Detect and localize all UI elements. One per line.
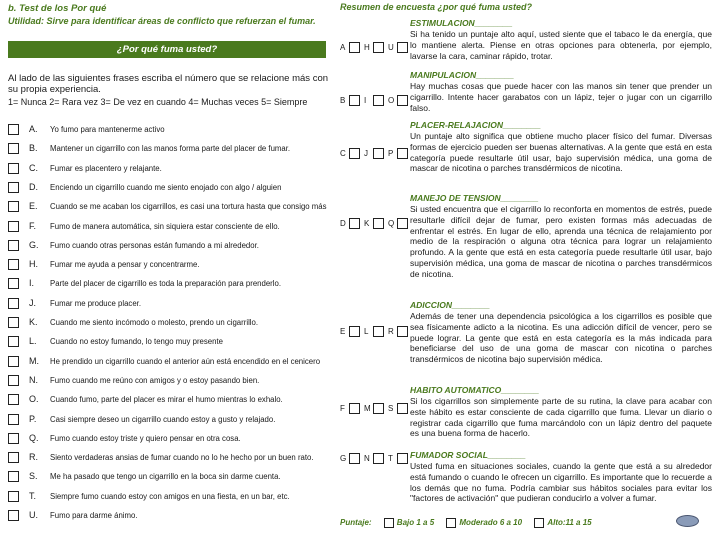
answer-box[interactable] <box>8 471 19 482</box>
question-letter: T. <box>29 490 37 501</box>
question-letter: C. <box>29 162 38 173</box>
score-box[interactable] <box>397 148 408 159</box>
question-letter: P. <box>29 413 37 424</box>
question-row <box>8 375 330 388</box>
section-banner: ¿Por qué fuma usted? <box>8 41 326 58</box>
section-description: Además de tener una dependencia psicológica a los cigarrillos es posible que sea físicamente adicto a la nicotina. Es una adicción difícil de vencer, pero se puede lograr. La gente que está en esta categoría es la más indicada para beneficiarse del uso de una goma de mascar con nicotina o parches transdérmicos de nicotina bajo supervisión médica. <box>410 311 712 365</box>
score-box[interactable] <box>397 95 408 106</box>
answer-box[interactable] <box>8 414 19 425</box>
score-box[interactable] <box>349 148 360 159</box>
answer-box[interactable] <box>8 336 19 347</box>
answer-box[interactable] <box>8 201 19 212</box>
section-title: MANIPULACION________ <box>410 70 514 80</box>
score-letter: C <box>340 149 346 158</box>
section-title: HABITO AUTOMATICO________ <box>410 385 540 395</box>
section-title: ADICCION________ <box>410 300 490 310</box>
score-legend <box>340 518 592 528</box>
letter-score-group <box>340 148 412 160</box>
answer-box[interactable] <box>8 143 19 154</box>
question-row <box>8 278 330 291</box>
section-title: MANEJO DE TENSION________ <box>410 193 539 203</box>
question-letter: K. <box>29 317 38 327</box>
section-description: Si ha tenido un puntaje alto aquí, usted siente que el tabaco le da energía, que lo mantiene alerta. Piense en otras opciones para obtenerla, por ejemplo, lavarse la cara, caminar rápido, trotar. <box>410 29 712 61</box>
score-letter: T <box>388 454 393 463</box>
question-letter: A. <box>29 124 38 134</box>
question-row <box>8 221 330 234</box>
question-letter: Q. <box>29 432 39 443</box>
score-letter: I <box>364 96 367 105</box>
score-letter: S <box>388 404 394 413</box>
letter-score-group <box>340 326 412 338</box>
score-box[interactable] <box>373 218 384 229</box>
question-row <box>8 452 330 465</box>
question-letter: H. <box>29 259 38 270</box>
score-letter: K <box>364 219 370 228</box>
section-title: PLACER-RELAJACION________ <box>410 120 541 130</box>
question-row <box>8 356 330 369</box>
score-letter: A <box>340 43 346 52</box>
score-box[interactable] <box>397 326 408 337</box>
question-letter: L. <box>29 336 37 347</box>
question-text: Cuando fumo, parte del placer es mirar el humo mientras lo exhalo. <box>50 395 283 405</box>
score-box[interactable] <box>373 326 384 337</box>
answer-box[interactable] <box>8 433 19 444</box>
question-row <box>8 317 330 330</box>
answer-box[interactable] <box>8 317 19 328</box>
question-text: Fumo cuando otras personas están fumando a mi alrededor. <box>50 240 259 250</box>
score-box[interactable] <box>373 453 384 464</box>
question-letter: S. <box>29 471 38 482</box>
answer-box[interactable] <box>8 298 19 309</box>
score-box[interactable] <box>397 453 408 464</box>
question-row <box>8 124 330 137</box>
score-box[interactable] <box>349 326 360 337</box>
answer-box[interactable] <box>8 510 19 521</box>
high-score-box[interactable] <box>534 518 544 528</box>
answer-box[interactable] <box>8 278 19 289</box>
question-text: Fumo para darme ánimo. <box>50 511 138 520</box>
question-text: Cuando no estoy fumando, lo tengo muy presente <box>50 337 223 347</box>
score-letter: P <box>388 149 394 158</box>
next-slide-button[interactable] <box>676 515 699 527</box>
question-text: Enciendo un cigarrillo cuando me siento enojado con algo / alguien <box>50 182 282 192</box>
question-text: Siempre fumo cuando estoy con amigos en una fiesta, en un bar, etc. <box>50 491 290 501</box>
question-row <box>8 510 330 523</box>
question-row <box>8 433 330 446</box>
section-description: Hay muchas cosas que puede hacer con las manos sin tener que prender un cigarrillo. Intente hacer garabatos con un lápiz, tejer o jugar con un cigarrillo falso. <box>410 81 712 113</box>
answer-box[interactable] <box>8 240 19 251</box>
answer-box[interactable] <box>8 452 19 463</box>
question-text: He prendido un cigarrillo cuando el anterior aún está encendido en el cenicero <box>50 356 321 366</box>
answer-box[interactable] <box>8 356 19 367</box>
utility-note: Utilidad: Sirve para identificar áreas de conflicto que refuerzan el fumar. <box>8 16 316 26</box>
score-letter: J <box>364 149 368 158</box>
score-letter: G <box>340 454 347 463</box>
question-letter: I. <box>29 278 35 289</box>
score-box[interactable] <box>373 148 384 159</box>
question-row <box>8 394 330 407</box>
score-letter: R <box>388 327 394 336</box>
section-description: Usted fuma en situaciones sociales, cuando la gente que está a su alrededor está fumando o cuando le ofrecen un cigarrillo. Es importante que lo recuerde a los demás que no fuma. Podría cambiar sus hábitos sociales para evitar los "factores de activación" que pudieran conducirlo a volver a fumar. <box>410 461 712 504</box>
score-letter: M <box>364 404 371 413</box>
score-box[interactable] <box>349 95 360 106</box>
question-text: Fumar me ayuda a pensar y concentrarme. <box>50 260 200 270</box>
letter-score-group <box>340 218 412 230</box>
score-letter: D <box>340 219 346 228</box>
score-letter: O <box>388 96 395 105</box>
score-box[interactable] <box>373 403 384 414</box>
score-letter: N <box>364 454 370 463</box>
score-letter: L <box>364 327 369 336</box>
score-letter: Q <box>388 219 395 228</box>
question-text: Fumar me produce placer. <box>50 298 142 308</box>
section-description: Si los cigarrillos son simplemente parte de su rutina, la clave para acabar con este hábito es estar consciente de cada cigarrillo que fuma. Llevar un diario o registrar cada cigarrillo que fuma marcándolo con un lápiz dentro del paquete es una buena forma de hacerlo. <box>410 396 712 439</box>
question-row <box>8 163 330 176</box>
letter-score-group <box>340 403 412 415</box>
question-row <box>8 491 330 504</box>
score-label: Puntaje: <box>340 518 372 528</box>
question-letter: U. <box>29 510 38 520</box>
question-letter: G. <box>29 239 39 250</box>
question-text: Mantener un cigarrillo con las manos forma parte del placer de fumar. <box>50 144 291 154</box>
letter-score-group <box>340 42 412 54</box>
score-letter: E <box>340 327 346 336</box>
score-box[interactable] <box>373 42 384 53</box>
answer-box[interactable] <box>8 163 19 174</box>
section-description: Un puntaje alto significa que obtiene mucho placer físico del fumar. Diversas formas de ejercicio pueden ser buenas alternativas. A la gente que está en esta categoría puede resultarle útil usar, bajo supervisión médica, una goma de mascar de nicotina o parches transdérmicos de nicotina. <box>410 131 712 174</box>
score-letter: U <box>388 43 394 52</box>
letter-score-group <box>340 95 412 107</box>
answer-box[interactable] <box>8 221 19 232</box>
section-title: ESTIMULACION________ <box>410 18 513 28</box>
score-box[interactable] <box>349 453 360 464</box>
answer-box[interactable] <box>8 491 19 502</box>
question-text: Fumo cuando me reúno con amigos y o estoy pasando bien. <box>50 375 260 385</box>
score-box[interactable] <box>397 218 408 229</box>
question-letter: O. <box>29 394 39 405</box>
question-letter: R. <box>29 452 38 463</box>
question-letter: J. <box>29 297 37 308</box>
score-box[interactable] <box>349 42 360 53</box>
question-text: Fumo cuando estoy triste y quiero pensar en otra cosa. <box>50 433 241 443</box>
low-score-box[interactable] <box>384 518 394 528</box>
question-text: Casi siempre deseo un cigarrillo cuando estoy a gusto y relajado. <box>50 414 276 424</box>
moderate-score-box[interactable] <box>446 518 456 528</box>
question-row <box>8 240 330 253</box>
question-row <box>8 471 330 484</box>
instructions: Al lado de las siguientes frases escriba el número que se relacione más con su propia experiencia. <box>8 73 329 95</box>
score-box[interactable] <box>397 42 408 53</box>
question-text: Me ha pasado que tengo un cigarrillo en la boca sin darme cuenta. <box>50 472 281 482</box>
question-letter: D. <box>29 181 38 192</box>
question-letter: F. <box>29 220 37 231</box>
rating-scale: 1= Nunca 2= Rara vez 3= De vez en cuando 4= Muchas veces 5= Siempre <box>8 97 308 107</box>
question-row <box>8 182 330 195</box>
answer-box[interactable] <box>8 394 19 405</box>
score-box[interactable] <box>349 218 360 229</box>
low-score-label: Bajo 1 a 5 <box>396 518 435 528</box>
test-heading: b. Test de los Por qué <box>8 3 107 14</box>
section-description: Si usted encuentra que el cigarrillo lo reconforta en momentos de estrés, puede resultarle difícil dejar de fumar, pero existen formas más adecuadas de enfrentar el estrés. En lugar de ello, aprenda una técnica de relajamiento por medio de la respiración o alguna otra técnica para lograr un relajamiento profundo. A la gente que está en esta categoría puede resultarle útil usar, bajo supervisión médica, una goma de mascar de nicotina o parches transdérmicos de nicotina. <box>410 204 712 279</box>
question-letter: B. <box>29 143 38 154</box>
question-letter: M. <box>29 355 39 366</box>
answer-box[interactable] <box>8 259 19 270</box>
question-letter: E. <box>29 201 38 212</box>
question-text: Yo fumo para mantenerme activo <box>50 125 165 134</box>
letter-score-group <box>340 453 412 465</box>
score-box[interactable] <box>373 95 384 106</box>
score-box[interactable] <box>397 403 408 414</box>
score-letter: F <box>340 404 345 413</box>
question-row <box>8 336 330 349</box>
question-text: Cuando me siento incómodo o molesto, prendo un cigarrillo. <box>50 318 259 327</box>
question-row <box>8 414 330 427</box>
question-row <box>8 201 330 214</box>
summary-heading: Resumen de encuesta ¿por qué fuma usted? <box>340 2 533 12</box>
answer-box[interactable] <box>8 124 19 135</box>
question-text: Fumar es placentero y relajante. <box>50 163 162 173</box>
answer-box[interactable] <box>8 375 19 386</box>
score-box[interactable] <box>349 403 360 414</box>
question-text: Siento verdaderas ansias de fumar cuando no lo he hecho por un buen rato. <box>50 453 314 463</box>
question-text: Cuando se me acaban los cigarrillos, es casi una tortura hasta que consigo más <box>50 202 327 212</box>
moderate-score-label: Moderado 6 a 10 <box>459 518 523 528</box>
section-title: FUMADOR SOCIAL________ <box>410 450 526 460</box>
score-letter: B <box>340 96 346 105</box>
question-row <box>8 298 330 311</box>
question-letter: N. <box>29 374 38 385</box>
question-row <box>8 259 330 272</box>
high-score-label: Alto:11 a 15 <box>547 518 592 528</box>
question-text: Fumo de manera automática, sin siquiera estar consciente de ello. <box>50 221 280 231</box>
question-row <box>8 143 330 156</box>
score-letter: H <box>364 43 370 52</box>
question-text: Parte del placer de cigarrillo es toda la preparación para prenderlo. <box>50 279 282 289</box>
answer-box[interactable] <box>8 182 19 193</box>
